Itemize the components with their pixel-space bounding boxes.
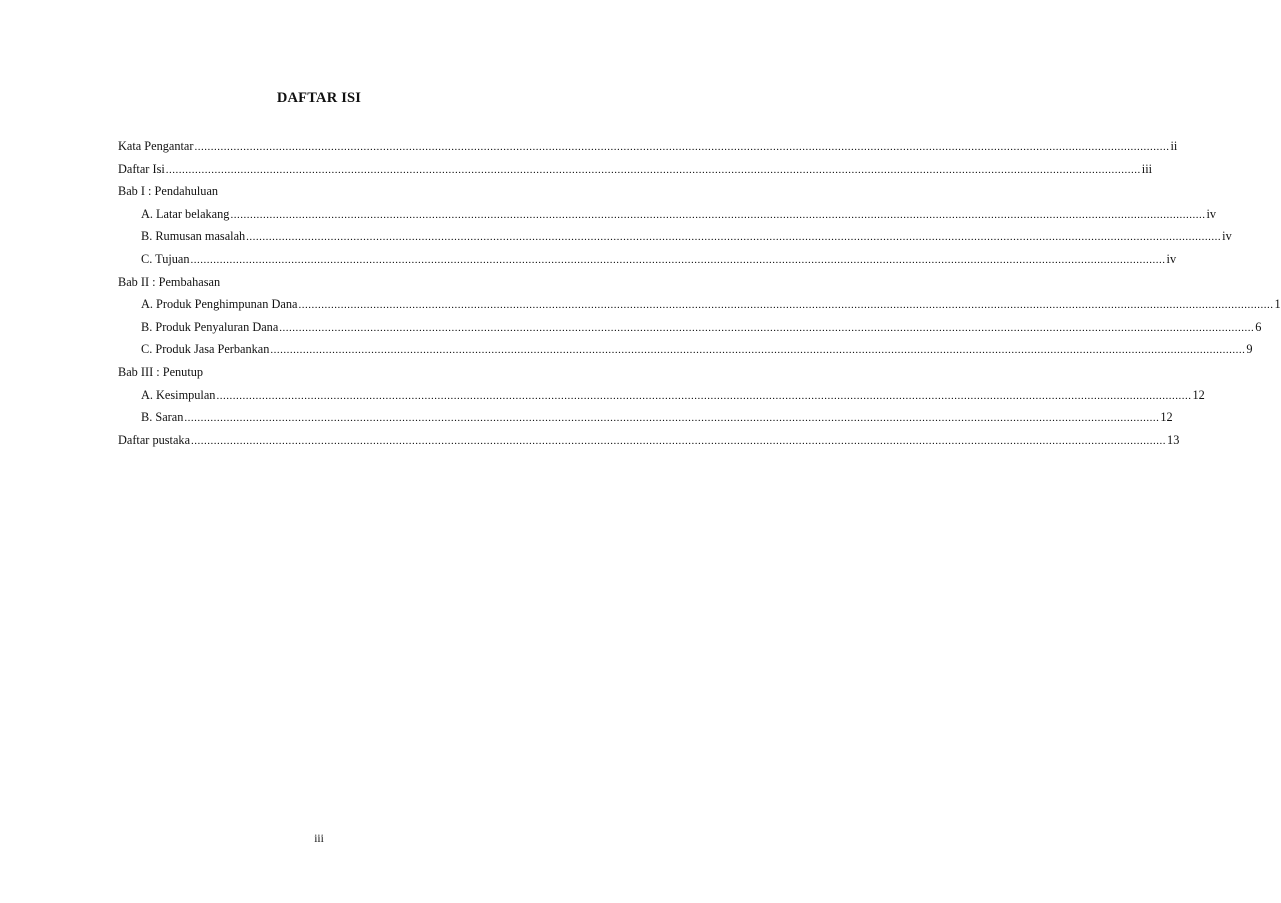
toc-entry (118, 229, 1232, 252)
toc-entry-page: ii (1170, 139, 1178, 153)
toc-entry (118, 206, 1217, 230)
toc-leader-dots: ............................................................................................................................................................................................................................................................................................................ (230, 208, 1206, 221)
toc-entry-page: 12 (1160, 410, 1173, 425)
toc-section-heading (118, 184, 548, 207)
toc-entry-label: C. Tujuan (141, 251, 190, 266)
toc-section-heading (118, 275, 548, 298)
toc-entry-label: B. Saran (141, 410, 184, 425)
toc-entry-label: Bab III : Penutup (118, 364, 204, 379)
toc-entry-label: A. Latar belakang (141, 206, 230, 221)
toc-entry-page: 6 (1255, 319, 1262, 334)
toc-entry-page: iv (1222, 229, 1232, 244)
toc-entry-label: Kata Pengantar (118, 139, 194, 153)
table-of-contents (118, 139, 1281, 455)
toc-leader-dots: ............................................................................................................................................................................................................................................................................................................ (216, 389, 1192, 402)
toc-entry-label: C. Produk Jasa Perbankan (141, 342, 270, 357)
toc-entry (118, 161, 1153, 185)
toc-entry (118, 139, 1178, 162)
toc-entry-label: Daftar Isi (118, 161, 165, 176)
toc-entry-label: A. Kesimpulan (141, 387, 216, 402)
toc-leader-dots: ............................................................................................................................................................................................................................................................................................................ (246, 231, 1222, 244)
toc-leader-dots: ............................................................................................................................................................................................................................................................................................................ (190, 253, 1166, 266)
toc-entry (118, 319, 1262, 343)
toc-leader-dots: ............................................................................................................................................................................................................................................................................................................ (194, 141, 1170, 153)
toc-entry-page: 9 (1246, 342, 1253, 357)
toc-section-heading (118, 365, 548, 388)
toc-entry-label: B. Produk Penyaluran Dana (141, 319, 279, 334)
toc-leader-dots: ............................................................................................................................................................................................................................................................................................................ (191, 434, 1167, 447)
toc-entry-label: Bab I : Pendahuluan (118, 184, 219, 199)
toc-entry-label: A. Produk Penghimpunan Dana (141, 297, 298, 312)
toc-leader-dots: ............................................................................................................................................................................................................................................................................................................ (298, 299, 1274, 312)
toc-entry (118, 342, 1253, 365)
toc-leader-dots: ............................................................................................................................................................................................................................................................................................................ (279, 321, 1255, 334)
toc-entry (118, 410, 1173, 433)
toc-entry (118, 251, 1177, 275)
toc-leader-dots: ............................................................................................................................................................................................................................................................................................................ (270, 344, 1246, 357)
page-number: iii (314, 833, 324, 845)
toc-entry-page: 1 (1274, 297, 1281, 312)
toc-entry-page: iv (1206, 206, 1217, 221)
toc-entry (118, 297, 1281, 320)
toc-entry-label: B. Rumusan masalah (141, 229, 246, 244)
toc-entry-label: Daftar pustaka (118, 432, 191, 447)
toc-leader-dots: ............................................................................................................................................................................................................................................................................................................ (184, 412, 1160, 425)
toc-entry-page: 13 (1167, 432, 1180, 447)
toc-leader-dots: ............................................................................................................................................................................................................................................................................................................ (165, 163, 1141, 176)
toc-entry-page: iii (1141, 161, 1153, 176)
toc-entry (118, 387, 1205, 411)
page-title: DAFTAR ISI (276, 90, 362, 106)
toc-entry (118, 432, 1180, 456)
toc-entry-page: 12 (1192, 387, 1205, 402)
toc-entry-page: iv (1166, 251, 1177, 266)
toc-entry-label: Bab II : Pembahasan (118, 274, 221, 289)
